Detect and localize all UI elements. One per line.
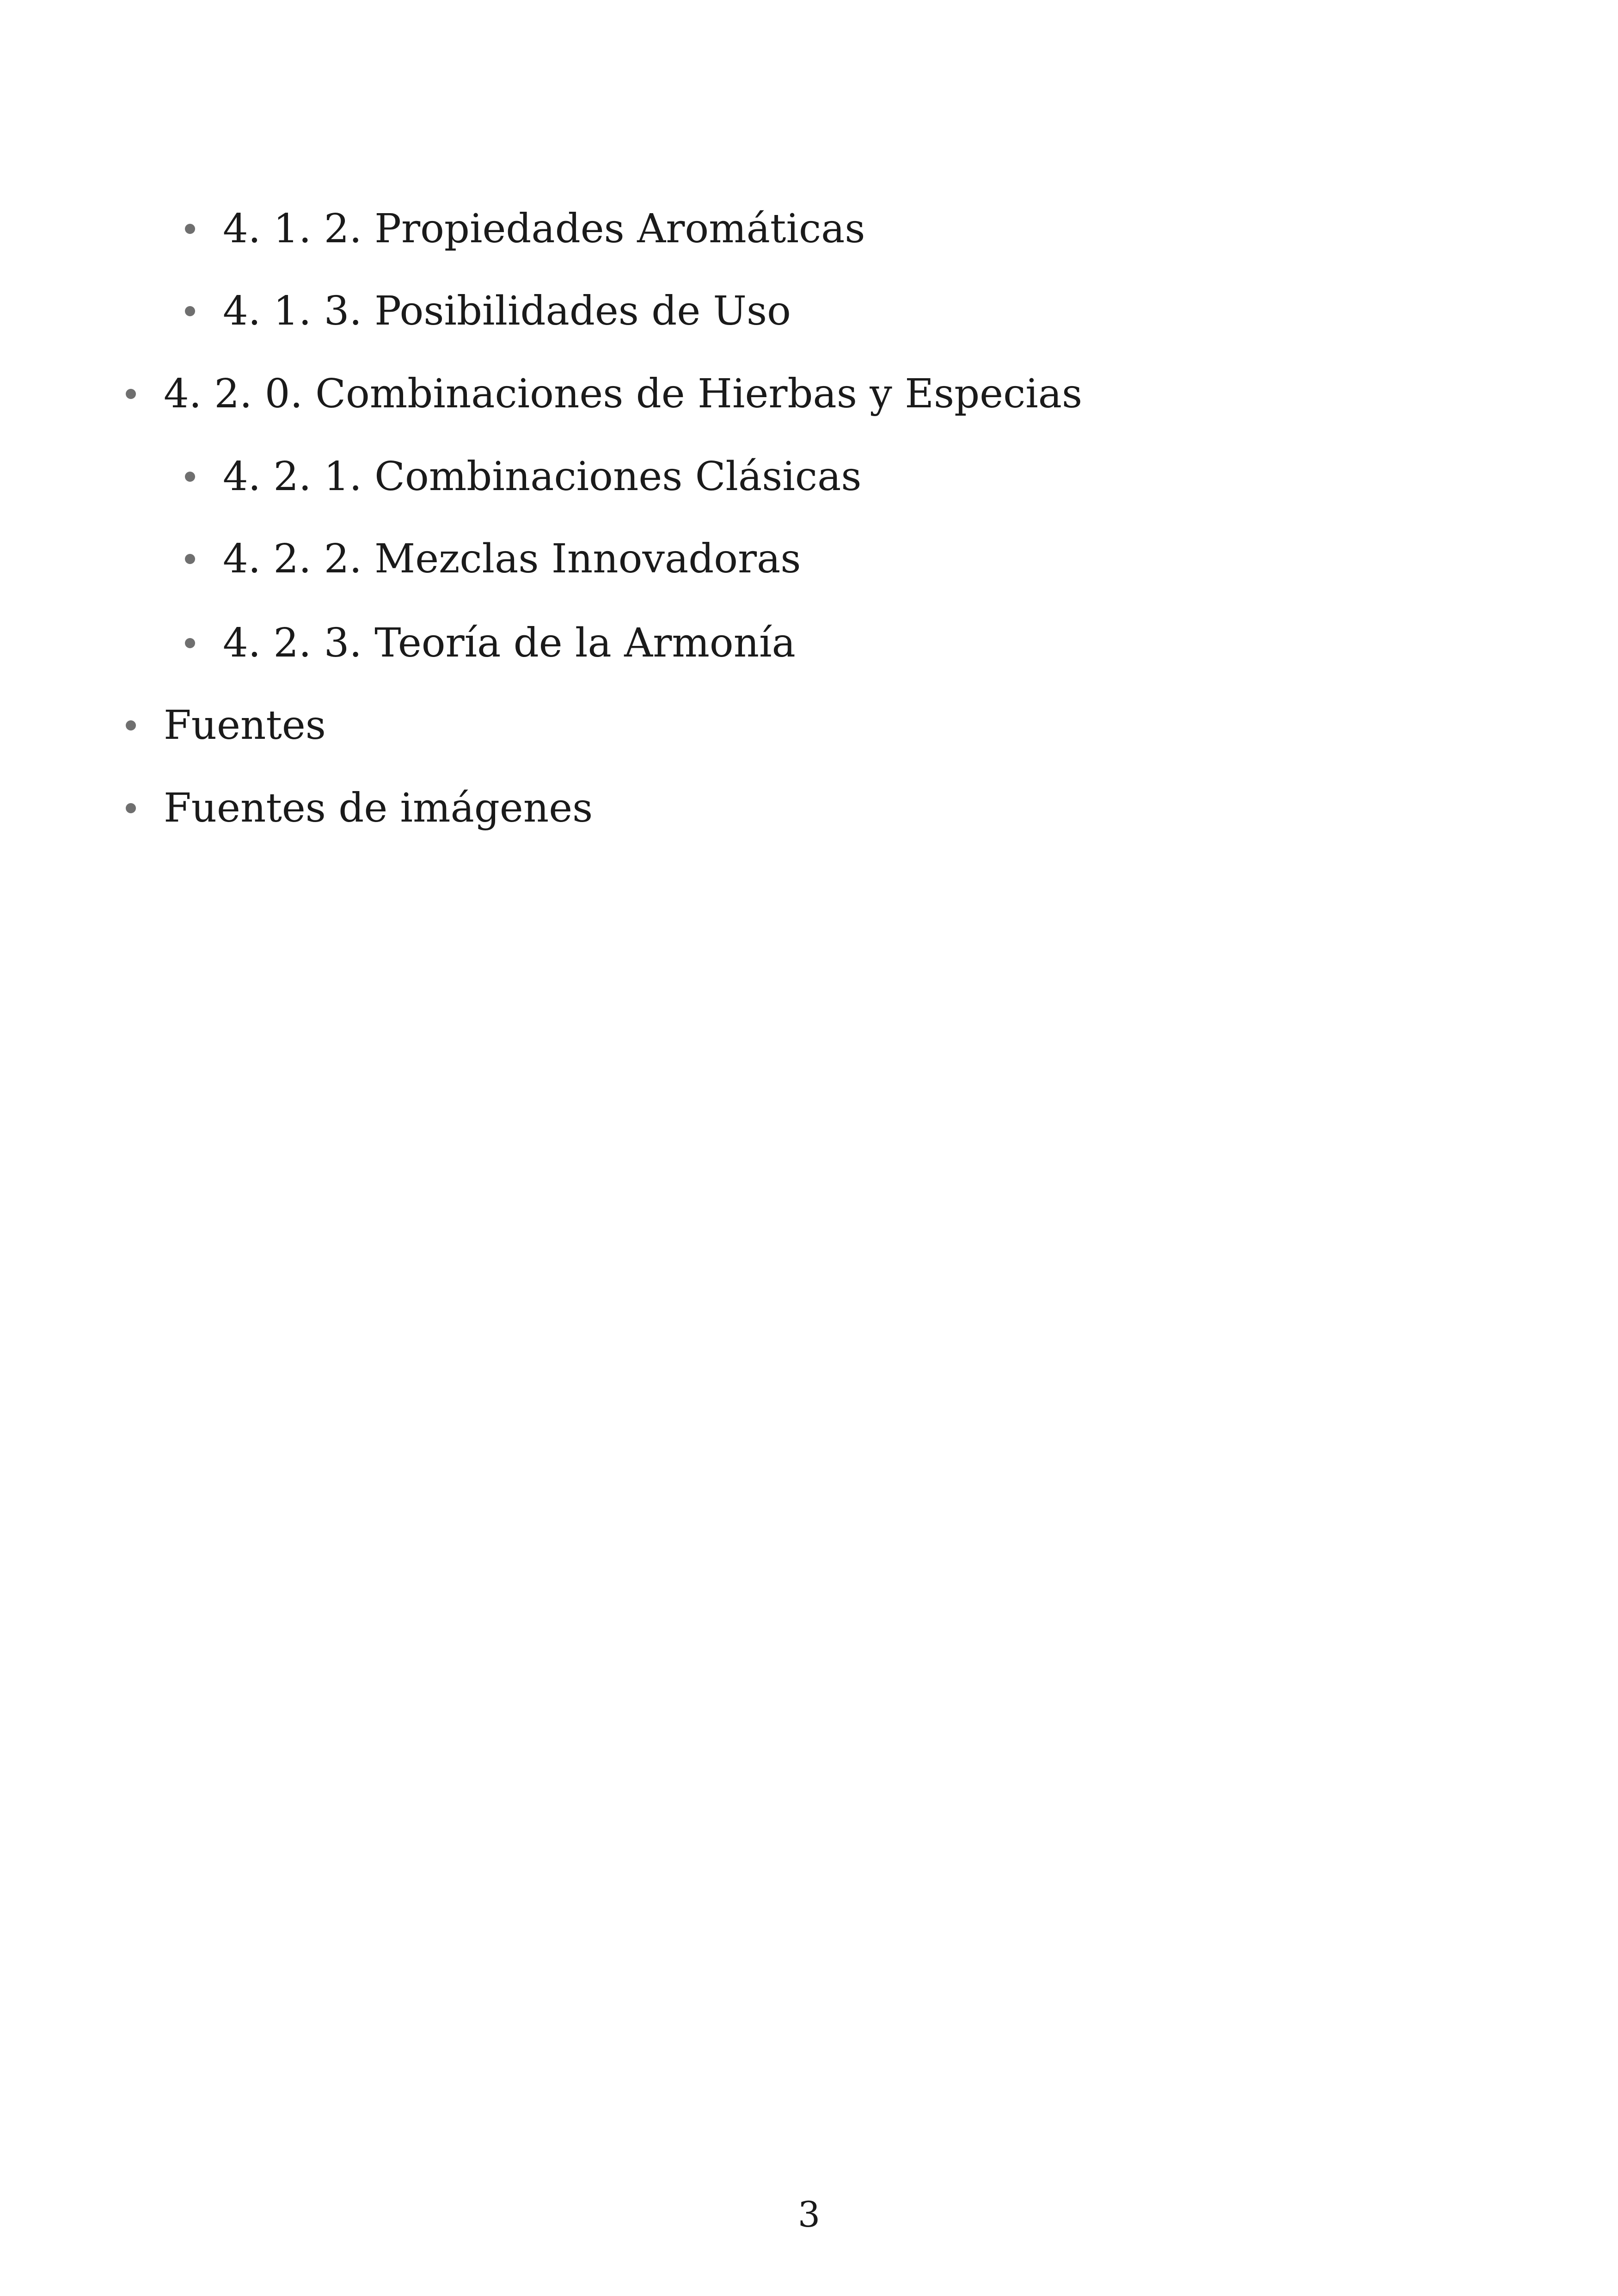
toc-link-propiedades-aromaticas[interactable] [185, 203, 865, 254]
toc-link-fuentes[interactable] [126, 700, 326, 751]
bullet-icon [185, 554, 195, 564]
bullet-icon [126, 803, 136, 813]
bullet-icon [185, 638, 195, 648]
toc-item-label: 4. 2. 3. Teoría de la Armonía [223, 620, 796, 666]
toc-link-posibilidades-de-uso[interactable] [185, 286, 791, 337]
bullet-icon [126, 389, 136, 399]
toc-link-mezclas-innovadoras[interactable] [185, 534, 801, 584]
bullet-icon [185, 472, 195, 482]
toc-link-teoria-de-la-armonia[interactable] [185, 618, 796, 669]
bullet-icon [185, 224, 195, 234]
toc-link-combinaciones-de-hierbas[interactable] [126, 368, 1082, 419]
toc-item-label: 4. 1. 3. Posibilidades de Uso [223, 288, 791, 334]
toc-item-label: 4. 1. 2. Propiedades Aromáticas [223, 206, 865, 252]
bullet-icon [126, 720, 136, 731]
toc-item-label: Fuentes de imágenes [164, 785, 593, 831]
toc-item-label: 4. 2. 0. Combinaciones de Hierbas y Especias [164, 371, 1083, 417]
toc-link-combinaciones-clasicas[interactable] [185, 451, 862, 502]
page-number: 3 [797, 2194, 821, 2235]
toc-link-fuentes-de-imagenes[interactable] [126, 783, 593, 834]
toc-item-label: Fuentes [164, 702, 326, 749]
toc-item-label: 4. 2. 1. Combinaciones Clásicas [223, 454, 862, 500]
bullet-icon [185, 306, 195, 316]
toc-item-label: 4. 2. 2. Mezclas Innovadoras [223, 536, 801, 582]
